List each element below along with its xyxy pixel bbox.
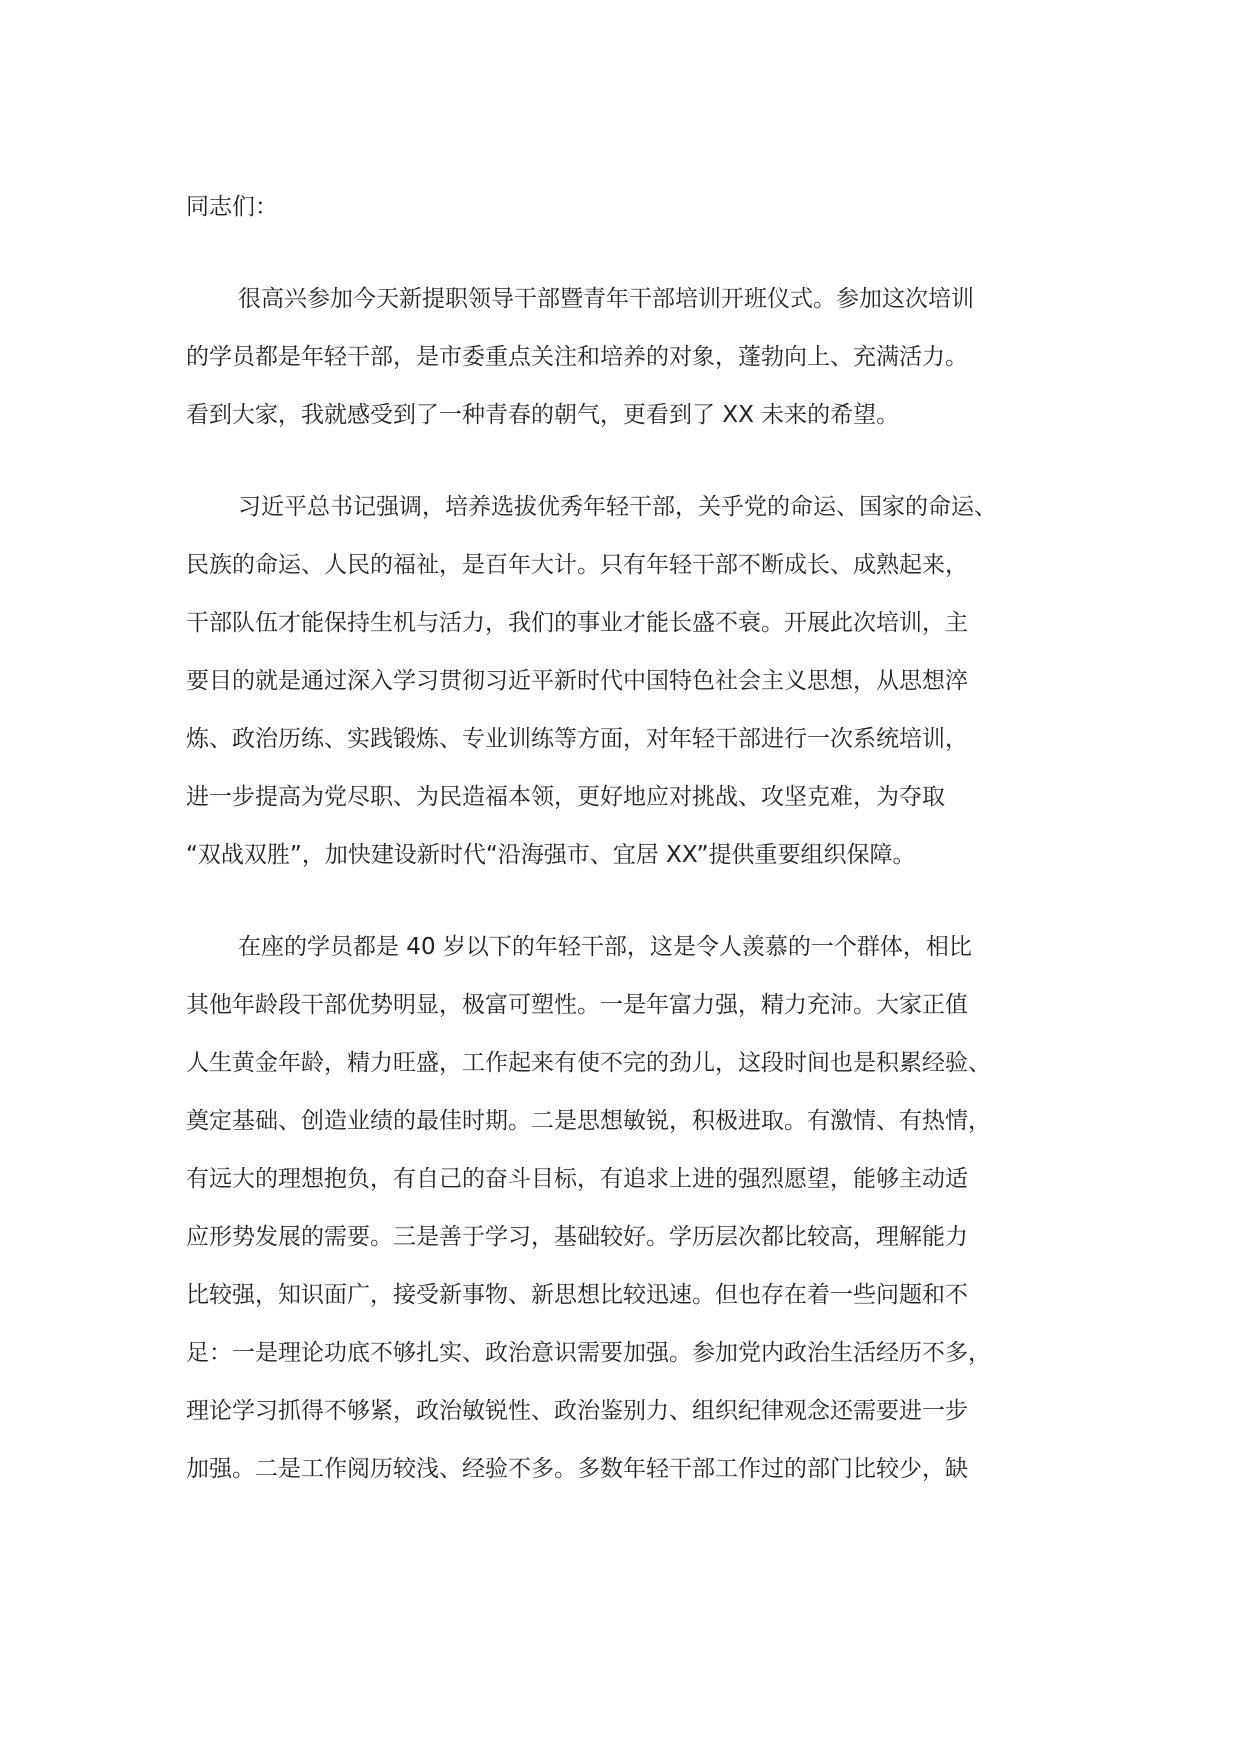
paragraph-line: 干部队伍才能保持生机与活力，我们的事业才能长盛不衰。开展此次培训，主 bbox=[186, 610, 968, 636]
paragraph-line: 加强。二是工作阅历较浅、经验不多。多数年轻干部工作过的部门比较少，缺 bbox=[186, 1456, 968, 1482]
paragraph-line: 足：一是理论功底不够扎实、政治意识需要加强。参加党内政治生活经历不多， bbox=[186, 1340, 991, 1366]
paragraph-line: 理论学习抓得不够紧，政治敏锐性、政治鉴别力、组织纪律观念还需要进一步 bbox=[186, 1398, 968, 1424]
paragraph-line: 看到大家，我就感受到了一种青春的朝气，更看到了 XX 未来的希望。 bbox=[186, 402, 900, 428]
paragraph-line: 很高兴参加今天新提职领导干部暨青年干部培训开班仪式。参加这次培训 bbox=[238, 286, 974, 312]
paragraph-line: 炼、政治历练、实践锻炼、专业训练等方面，对年轻干部进行一次系统培训， bbox=[186, 726, 968, 752]
paragraph-line: 在座的学员都是 40 岁以下的年轻干部，这是令人羡慕的一个群体，相比 bbox=[238, 934, 972, 960]
paragraph-gap bbox=[186, 444, 1076, 478]
paragraph-line: 人生黄金年龄，精力旺盛，工作起来有使不完的劲儿，这段时间也是积累经验、 bbox=[186, 1050, 991, 1076]
paragraph-line: 习近平总书记强调，培养选拔优秀年轻干部，关乎党的命运、国家的命运、 bbox=[238, 494, 997, 520]
paragraph-line: 的学员都是年轻干部，是市委重点关注和培养的对象，蓬勃向上、充满活力。 bbox=[186, 344, 968, 370]
paragraph-2 bbox=[186, 478, 1076, 884]
paragraph-line: 进一步提高为党尽职、为民造福本领，更好地应对挑战、攻坚克难，为夺取 bbox=[186, 784, 945, 810]
paragraph-line: “双战双胜”，加快建设新时代“沿海强市、宜居 XX”提供重要组织保障。 bbox=[186, 842, 916, 868]
salutation: 同志们： bbox=[186, 194, 278, 220]
paragraph-line: 其他年龄段干部优势明显，极富可塑性。一是年富力强，精力充沛。大家正值 bbox=[186, 992, 968, 1018]
speech-text bbox=[186, 178, 1076, 1498]
paragraph-line: 民族的命运、人民的福祉，是百年大计。只有年轻干部不断成长、成熟起来， bbox=[186, 552, 968, 578]
paragraph-line: 有远大的理想抱负，有自己的奋斗目标，有追求上进的强烈愿望，能够主动适 bbox=[186, 1166, 968, 1192]
paragraph-3 bbox=[186, 918, 1076, 1498]
paragraph-line: 比较强，知识面广，接受新事物、新思想比较迅速。但也存在着一些问题和不 bbox=[186, 1282, 968, 1308]
paragraph-line: 要目的就是通过深入学习贯彻习近平新时代中国特色社会主义思想，从思想淬 bbox=[186, 668, 968, 694]
paragraph-gap bbox=[186, 236, 1076, 270]
paragraph-line: 奠定基础、创造业绩的最佳时期。二是思想敏锐，积极进取。有激情、有热情， bbox=[186, 1108, 991, 1134]
paragraph-gap bbox=[186, 884, 1076, 918]
paragraph-line: 应形势发展的需要。三是善于学习，基础较好。学历层次都比较高，理解能力 bbox=[186, 1224, 968, 1250]
paragraph-1 bbox=[186, 270, 1076, 444]
